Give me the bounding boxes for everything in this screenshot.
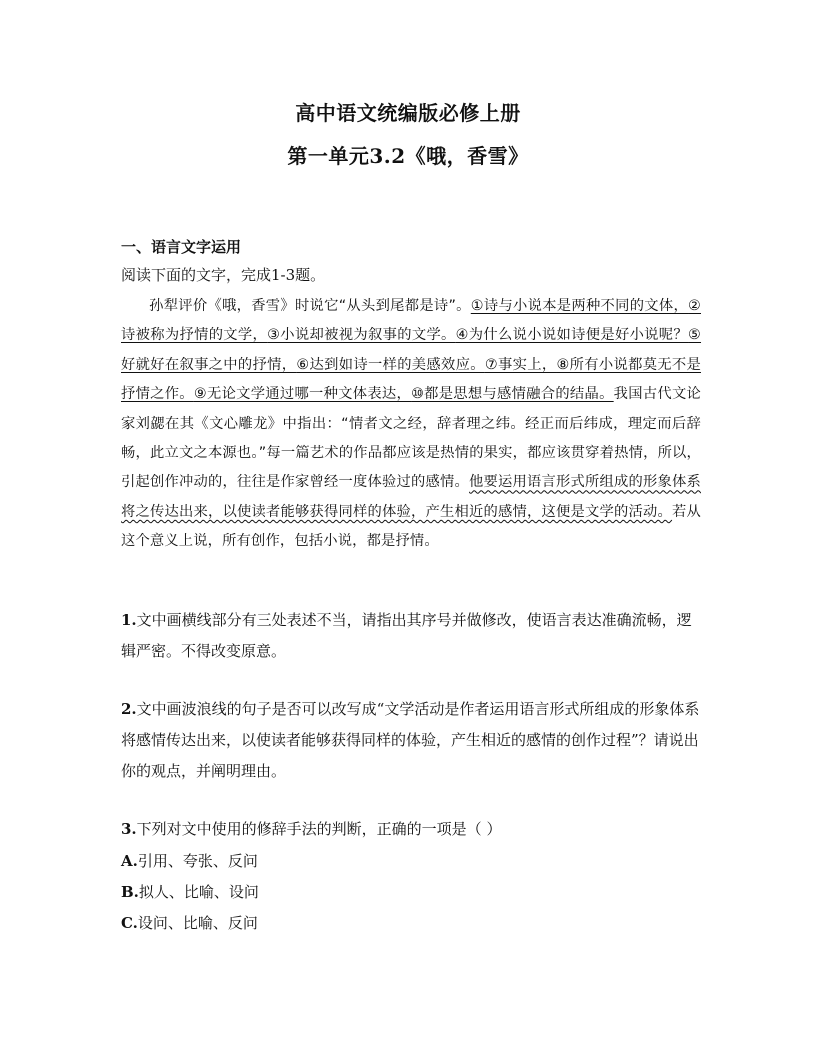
underlined-clause-4: ④为什么说小说如诗便是好小说呢？	[455, 327, 689, 344]
section-heading: 一、语言文字运用	[121, 238, 242, 256]
passage-text: 孙犁评价《哦，香雪》时说它“从头到尾都是诗”。	[149, 298, 471, 314]
option-text: 拟人、比喻、设问	[138, 883, 259, 901]
underlined-clause-9: ⑨无论文学通过哪一种文体表达，	[193, 386, 412, 403]
document-title: 高中语文统编版必修上册	[295, 101, 521, 125]
reading-instruction: 阅读下面的文字，完成1-3题。	[121, 266, 326, 284]
question-3	[121, 814, 701, 845]
passage-text: 我国古代文论家刘勰在其《文心雕龙》中指出：“情者文之经，辞者理之纬。经正而后纬成，理定而后辞畅，此立文之本源也。”每一篇艺术的作品都应该是热情的果实，都应该贯穿着热情，所以，引起创作冲动的，往往是作家曾经一度体验过的感情。	[121, 386, 701, 491]
option-letter: B.	[121, 883, 139, 901]
underlined-clause-7: ⑦事实上，	[484, 356, 557, 373]
passage-text: 若从这个意义上说，所有创作，包括小说，都是抒情。	[121, 503, 701, 550]
underlined-clause-8: ⑧所有小说都莫无不是抒情之作。	[121, 356, 701, 403]
underlined-clause-5: ⑤好就好在叙事之中的抒情，	[121, 327, 702, 373]
underlined-clause-2: ②诗被称为抒情的文学，	[121, 298, 701, 344]
question-2	[121, 694, 701, 787]
question-text: 文中画横线部分有三处表述不当，请指出其序号并做修改，使语言表达准确流畅，逻辑严密。不得改变原意。	[121, 611, 692, 660]
question-1	[121, 605, 701, 667]
option-letter: A.	[121, 852, 138, 870]
option-b	[121, 877, 259, 908]
underlined-clause-6: ⑥达到如诗一样的美感效应。	[296, 356, 485, 373]
option-letter: C.	[121, 914, 138, 932]
wavy-underlined-sentence: 他要运用语言形式所组成的形象体系将之传达出来，以使读者能够获得同样的体验，产生相近的感情，这便是文学的活动。	[121, 474, 701, 520]
underlined-clause-1: ①诗与小说本是两种不同的文体，	[470, 298, 689, 314]
underlined-clause-10: ⑩都是思想与感情融合的结晶。	[411, 386, 614, 403]
question-number: 3.	[121, 820, 137, 838]
option-c	[121, 908, 258, 939]
underlined-clause-3: ③小说却被视为叙事的文学。	[267, 327, 456, 344]
reading-passage	[121, 292, 701, 557]
document-subtitle: 第一单元3.2《哦，香雪》	[287, 144, 529, 168]
question-number: 1.	[121, 611, 137, 629]
option-text: 设问、比喻、反问	[137, 914, 258, 932]
option-text: 引用、夸张、反问	[137, 852, 258, 870]
option-a	[121, 846, 258, 877]
question-text: 下列对文中使用的修辞手法的判断，正确的一项是（ ）	[136, 820, 502, 838]
question-text: 文中画波浪线的句子是否可以改写成“文学活动是作者运用语言形式所组成的形象体系将感情传达出来，以使读者能够获得同样的体验，产生相近的感情的创作过程”？请说出你的观点，并阐明理由。	[121, 700, 700, 780]
question-number: 2.	[121, 700, 137, 718]
